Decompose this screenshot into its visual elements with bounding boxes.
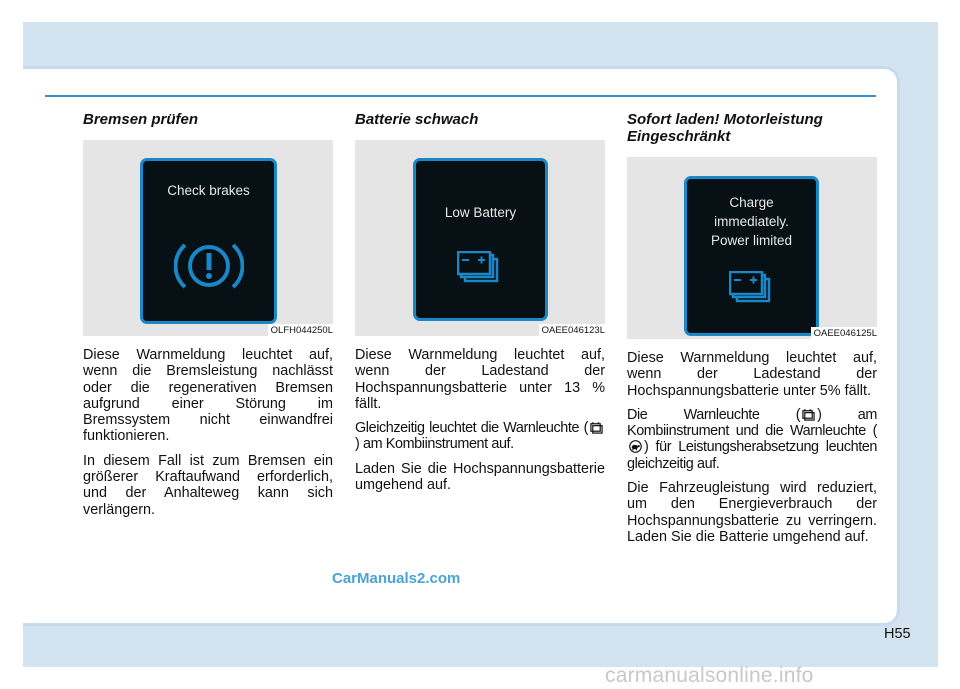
section-heading	[627, 111, 877, 145]
paragraph-text: Die Warnleuchte (	[627, 406, 801, 423]
battery-icon	[729, 271, 777, 307]
paragraph-text: ) am Kombiinstrument und die Warnleuchte (	[627, 406, 877, 440]
paragraph: Die Fahrzeugleistung wird reduziert, um den Energieverbrauch der Hochspannungsbatterie zu verringern. Laden Sie die Batterie umgehend auf.	[627, 480, 877, 545]
paragraph: Diese Warnmeldung leuchtet auf, wenn der Ladestand der Hochspannungsbatterie unter 13 % fällt.	[355, 347, 605, 412]
paragraph	[627, 407, 877, 472]
heading-line: Sofort laden! Motorleistung	[627, 111, 823, 128]
warning-figure	[355, 140, 605, 336]
section-check-brakes	[83, 108, 333, 526]
brake-warning-icon	[174, 237, 244, 295]
display-message: Power limited	[710, 233, 793, 248]
figure-code: OAEE046125L	[811, 327, 877, 339]
figure-code: OAEE046123L	[539, 324, 605, 336]
paragraph-text: ) am Kombiinstrument auf.	[355, 436, 514, 453]
display-message: immediately.	[714, 214, 789, 229]
section-charge-immediately	[627, 108, 877, 553]
paragraph: Diese Warnmeldung leuchtet auf, wenn der Ladestand der Hochspannungsbatterie unter 5% fällt.	[627, 350, 877, 399]
paragraph: Diese Warnmeldung leuchtet auf, wenn die Bremsleistung nachlässt oder die regenerativen Bremsen aufgrund einer Störung im Bremssystem nicht einwandfrei funktionieren.	[83, 347, 333, 445]
section-body	[627, 350, 877, 545]
section-heading	[355, 111, 605, 128]
cluster-display	[413, 158, 548, 321]
heading-line: Eingeschränkt	[627, 128, 731, 145]
battery-icon	[457, 251, 505, 287]
site-watermark: carmanualsonline.info	[605, 664, 814, 687]
display-message: Charge	[729, 195, 774, 210]
cluster-display	[140, 158, 277, 324]
warning-figure	[627, 157, 877, 339]
display-message: Check brakes	[167, 183, 250, 198]
paragraph	[355, 420, 605, 453]
section-low-battery	[355, 108, 605, 501]
turtle-icon	[629, 440, 642, 453]
section-heading	[83, 111, 333, 128]
heading-line: Batterie schwach	[355, 111, 479, 128]
watermark-link[interactable]: CarManuals2.com	[332, 570, 461, 587]
heading-line: Bremsen prüfen	[83, 111, 199, 128]
battery-icon	[802, 408, 815, 421]
warning-figure	[83, 140, 333, 336]
top-rule	[45, 95, 876, 97]
paragraph: Laden Sie die Hochspannungsbatterie umgehend auf.	[355, 460, 605, 494]
paragraph: In diesem Fall ist zum Bremsen ein größerer Kraftaufwand erforderlich, und der Anhalteweg kann sich verlängern.	[83, 452, 333, 518]
page-number: H55	[884, 626, 911, 642]
figure-code: OLFH044250L	[268, 324, 333, 336]
cluster-display	[684, 176, 819, 336]
paragraph-text: ) für Leistungsherabsetzung leuchten gleichzeitig auf.	[627, 439, 877, 472]
section-body	[355, 347, 605, 493]
section-body	[83, 347, 333, 518]
battery-icon	[590, 421, 603, 434]
paragraph-text: Gleichzeitig leuchtet die Warnleuchte (	[355, 420, 588, 437]
display-message: Low Battery	[444, 205, 517, 220]
